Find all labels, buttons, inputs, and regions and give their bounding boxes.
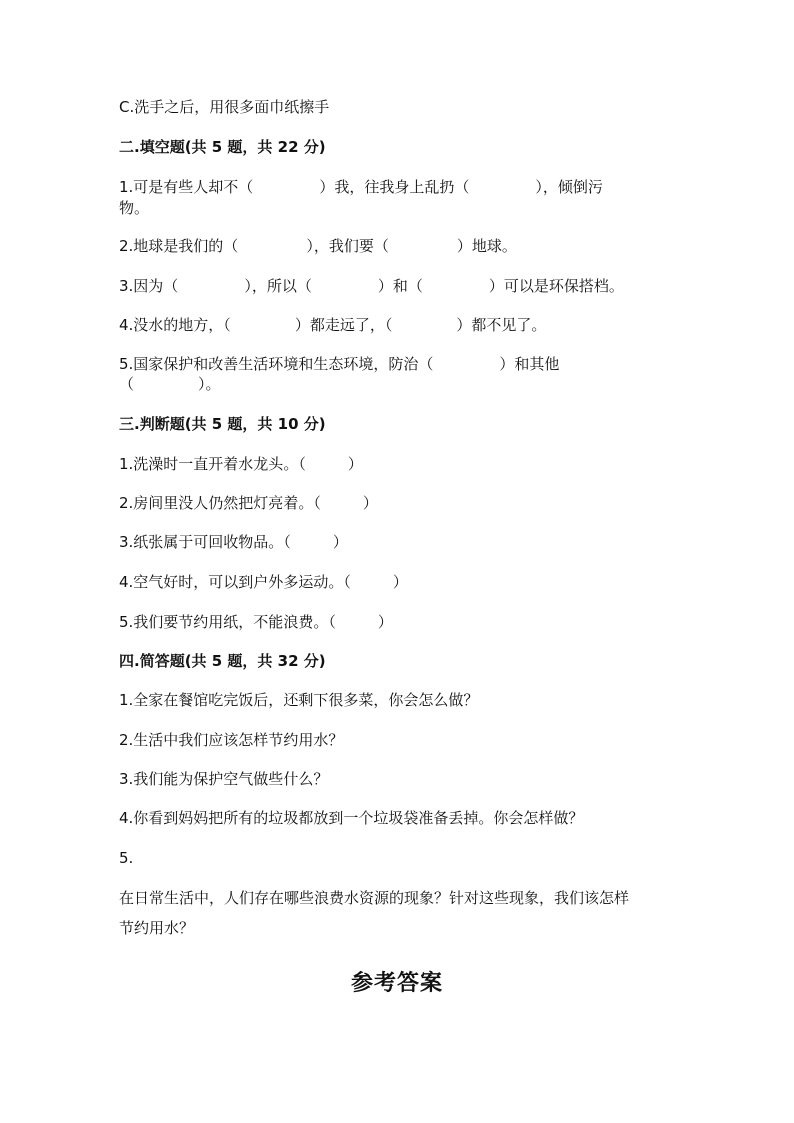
- fill-question-3: [119, 276, 624, 296]
- choice-item-c: C.洗手之后，用很多面巾纸擦手: [119, 98, 330, 116]
- section-heading-short: 四.简答题(共 5 题，共 32 分): [119, 652, 326, 670]
- judge-q3-close: ）: [332, 533, 348, 551]
- fill-q5-part-b: ）和其他: [499, 355, 560, 373]
- fill-q3-part-b: ），所以（: [244, 277, 312, 295]
- fill-q3-part-d: ）可以是环保搭档。: [488, 277, 624, 295]
- fill-q1-part-a: 1.可是有些人却不（: [119, 178, 254, 196]
- judge-q1-close: ）: [347, 455, 363, 473]
- fill-question-2: [119, 236, 517, 256]
- fill-q2-part-b: ），我们要（: [306, 237, 389, 255]
- fill-q4-part-b: ）都走远了，（: [294, 316, 393, 334]
- judge-q3-text: 3.纸张属于可回收物品。（: [119, 533, 291, 551]
- short-question-3: 3.我们能为保护空气做些什么？: [119, 770, 329, 788]
- fill-q3-part-c: ）和（: [377, 277, 423, 295]
- judge-question-4: [119, 572, 408, 592]
- short-question-5-number: 5.: [119, 849, 134, 867]
- short-question-5-line-1: 在日常生活中，人们存在哪些浪费水资源的现象？针对这些现象，我们该怎样: [119, 889, 630, 907]
- fill-q1-part-c: ），倾倒污: [535, 178, 603, 196]
- judge-question-1: [119, 454, 363, 474]
- section-heading-judge: 三.判断题(共 5 题，共 10 分): [119, 415, 326, 433]
- judge-q2-close: ）: [362, 494, 378, 512]
- fill-q5-part-c: （: [119, 375, 135, 393]
- judge-q1-text: 1.洗澡时一直开着水龙头。（: [119, 455, 306, 473]
- fill-question-5-continued: [119, 374, 221, 394]
- short-question-5-line-2: 节约用水？: [119, 919, 195, 937]
- short-question-4: 4.你看到妈妈把所有的垃圾都放到一个垃圾袋准备丢掉。你会怎样做？: [119, 809, 584, 827]
- section-heading-fill: 二.填空题(共 5 题，共 22 分): [119, 138, 326, 156]
- fill-question-5: [119, 354, 559, 374]
- judge-q5-text: 5.我们要节约用纸，不能浪费。（: [119, 613, 336, 631]
- fill-q4-part-c: ）都不见了。: [456, 316, 547, 334]
- fill-question-1: [119, 177, 603, 197]
- fill-q5-part-a: 5.国家保护和改善生活环境和生态环境，防治（: [119, 355, 434, 373]
- judge-question-3: [119, 532, 348, 552]
- fill-q5-part-d: ）。: [198, 375, 221, 393]
- fill-q2-part-a: 2.地球是我们的（: [119, 237, 239, 255]
- short-question-2: 2.生活中我们应该怎样节约用水？: [119, 731, 344, 749]
- fill-question-1-continued: 物。: [119, 199, 150, 217]
- judge-q5-close: ）: [377, 613, 393, 631]
- judge-question-5: [119, 612, 393, 632]
- fill-q1-part-b: ）我，往我身上乱扔（: [319, 178, 470, 196]
- short-question-1: 1.全家在餐馆吃完饭后，还剩下很多菜，你会怎么做？: [119, 691, 479, 709]
- answers-title: 参考答案: [350, 971, 443, 996]
- judge-q2-text: 2.房间里没人仍然把灯亮着。（: [119, 494, 321, 512]
- fill-q2-part-c: ）地球。: [456, 237, 517, 255]
- judge-question-2: [119, 493, 378, 513]
- fill-question-4: [119, 315, 546, 335]
- fill-q3-part-a: 3.因为（: [119, 277, 179, 295]
- fill-q4-part-a: 4.没水的地方，（: [119, 316, 231, 334]
- judge-q4-close: ）: [392, 573, 408, 591]
- judge-q4-text: 4.空气好时，可以到户外多运动。（: [119, 573, 351, 591]
